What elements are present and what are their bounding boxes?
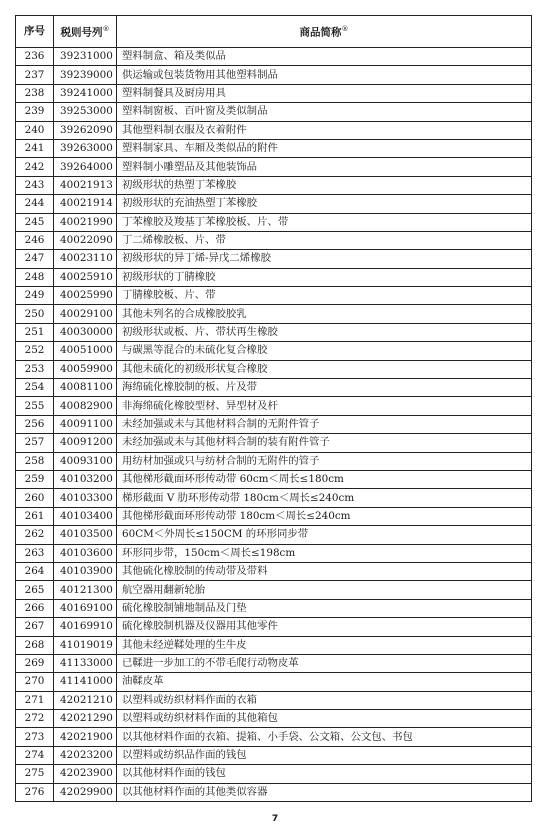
- cell-product-name: 以其他材料作面的衣箱、提箱、小手袋、公文箱、公文包、书包: [117, 728, 532, 746]
- cell-tariff-code: 40022090: [54, 231, 117, 249]
- table-row: [16, 103, 532, 121]
- cell-tariff-code: 42021900: [54, 728, 117, 746]
- header-serial-no: 序号: [16, 16, 54, 48]
- cell-serial-no: 271: [16, 691, 54, 709]
- cell-tariff-code: 40103600: [54, 544, 117, 562]
- cell-tariff-code: 39262090: [54, 121, 117, 139]
- header-product-name-footnote-mark: ®: [341, 25, 349, 34]
- cell-product-name: 未经加强或未与其他材料合制的无附件管子: [117, 415, 532, 433]
- table-row: [16, 342, 532, 360]
- cell-product-name: 以塑料或纺织品作面的钱包: [117, 746, 532, 764]
- table-row: [16, 268, 532, 286]
- table-row: [16, 195, 532, 213]
- cell-tariff-code: 42029900: [54, 783, 117, 801]
- cell-tariff-code: 39253000: [54, 103, 117, 121]
- table-row: [16, 48, 532, 66]
- table-row: [16, 121, 532, 139]
- cell-serial-no: 253: [16, 360, 54, 378]
- header-product-name: [117, 16, 532, 48]
- cell-serial-no: 269: [16, 654, 54, 672]
- cell-tariff-code: 40121300: [54, 581, 117, 599]
- header-tariff-code-label: 税则号列: [60, 26, 103, 39]
- header-tariff-code: [54, 16, 117, 48]
- cell-serial-no: 241: [16, 139, 54, 157]
- cell-product-name: 其他硫化橡胶制的传动带及带料: [117, 562, 532, 580]
- cell-tariff-code: 42021290: [54, 710, 117, 728]
- cell-tariff-code: 40023110: [54, 250, 117, 268]
- cell-tariff-code: 39239000: [54, 66, 117, 84]
- cell-serial-no: 236: [16, 48, 54, 66]
- table-row: [16, 287, 532, 305]
- table-row: [16, 599, 532, 617]
- table-row: [16, 765, 532, 783]
- table-row: [16, 231, 532, 249]
- header-tariff-code-footnote-mark: ®: [102, 25, 110, 34]
- cell-product-name: 60CM＜外周长≤150CM 的环形同步带: [117, 526, 532, 544]
- table-row: [16, 176, 532, 194]
- cell-serial-no: 254: [16, 379, 54, 397]
- table-row: [16, 562, 532, 580]
- table-row: [16, 783, 532, 801]
- cell-product-name: 硫化橡胶制机器及仪器用其他零件: [117, 618, 532, 636]
- cell-serial-no: 268: [16, 636, 54, 654]
- cell-serial-no: 274: [16, 746, 54, 764]
- cell-tariff-code: 40021990: [54, 213, 117, 231]
- table-row: [16, 728, 532, 746]
- cell-product-name: 初级形状的热塑丁苯橡胶: [117, 176, 532, 194]
- cell-serial-no: 248: [16, 268, 54, 286]
- cell-serial-no: 275: [16, 765, 54, 783]
- table-row: [16, 360, 532, 378]
- cell-product-name: 梯形截面 V 肋环形传动带 180cm＜周长≤240cm: [117, 489, 532, 507]
- cell-tariff-code: 41133000: [54, 654, 117, 672]
- header-product-name-label: 商品简称: [299, 26, 342, 39]
- cell-tariff-code: 41141000: [54, 673, 117, 691]
- table-row: [16, 489, 532, 507]
- table-row: [16, 213, 532, 231]
- cell-product-name: 非海绵硫化橡胶型材、异型材及杆: [117, 397, 532, 415]
- cell-tariff-code: 40021914: [54, 195, 117, 213]
- table-header: [16, 16, 532, 48]
- cell-product-name: 丁腈橡胶板、片、带: [117, 287, 532, 305]
- cell-tariff-code: 39264000: [54, 158, 117, 176]
- page-number: 7: [271, 814, 279, 824]
- cell-tariff-code: 40103300: [54, 489, 117, 507]
- cell-product-name: 环形同步带，150cm＜周长≤198cm: [117, 544, 532, 562]
- cell-product-name: 塑料制家具、车厢及类似品的附件: [117, 139, 532, 157]
- table-row: [16, 66, 532, 84]
- cell-tariff-code: 40025990: [54, 287, 117, 305]
- table-row: [16, 526, 532, 544]
- table-row: [16, 379, 532, 397]
- cell-serial-no: 257: [16, 434, 54, 452]
- cell-tariff-code: 41019019: [54, 636, 117, 654]
- cell-product-name: 其他梯形截面环形传动带 60cm＜周长≤180cm: [117, 470, 532, 488]
- cell-tariff-code: 40091200: [54, 434, 117, 452]
- table-row: [16, 507, 532, 525]
- cell-product-name: 其他未经逆鞣处理的生牛皮: [117, 636, 532, 654]
- cell-serial-no: 260: [16, 489, 54, 507]
- table-row: [16, 636, 532, 654]
- cell-product-name: 已鞣进一步加工的不带毛爬行动物皮革: [117, 654, 532, 672]
- cell-product-name: 航空器用翻新轮胎: [117, 581, 532, 599]
- tariff-table: [15, 15, 532, 802]
- table-row: [16, 618, 532, 636]
- cell-product-name: 塑料制盒、箱及类似品: [117, 48, 532, 66]
- cell-product-name: 其他塑料制衣服及衣着附件: [117, 121, 532, 139]
- cell-serial-no: 251: [16, 323, 54, 341]
- cell-product-name: 未经加强或未与其他材料合制的装有附件管子: [117, 434, 532, 452]
- cell-serial-no: 266: [16, 599, 54, 617]
- cell-serial-no: 240: [16, 121, 54, 139]
- cell-serial-no: 270: [16, 673, 54, 691]
- table-row: [16, 673, 532, 691]
- cell-serial-no: 243: [16, 176, 54, 194]
- cell-tariff-code: 40030000: [54, 323, 117, 341]
- cell-product-name: 以其他材料作面的钱包: [117, 765, 532, 783]
- cell-serial-no: 238: [16, 84, 54, 102]
- cell-product-name: 其他未列名的合成橡胶胶乳: [117, 305, 532, 323]
- cell-serial-no: 276: [16, 783, 54, 801]
- cell-serial-no: 262: [16, 526, 54, 544]
- table-row: [16, 434, 532, 452]
- cell-product-name: 塑料制小雕塑品及其他装饰品: [117, 158, 532, 176]
- cell-tariff-code: 40091100: [54, 415, 117, 433]
- table-row: [16, 691, 532, 709]
- cell-tariff-code: 40059900: [54, 360, 117, 378]
- cell-serial-no: 265: [16, 581, 54, 599]
- cell-serial-no: 267: [16, 618, 54, 636]
- cell-serial-no: 237: [16, 66, 54, 84]
- cell-tariff-code: 40051000: [54, 342, 117, 360]
- table-row: [16, 84, 532, 102]
- cell-product-name: 初级形状或板、片、带状再生橡胶: [117, 323, 532, 341]
- table-row: [16, 470, 532, 488]
- cell-serial-no: 258: [16, 452, 54, 470]
- cell-serial-no: 263: [16, 544, 54, 562]
- table-row: [16, 452, 532, 470]
- table-row: [16, 710, 532, 728]
- cell-tariff-code: 40103900: [54, 562, 117, 580]
- cell-serial-no: 259: [16, 470, 54, 488]
- table-body: [16, 48, 532, 802]
- cell-serial-no: 261: [16, 507, 54, 525]
- cell-tariff-code: 42021210: [54, 691, 117, 709]
- cell-serial-no: 250: [16, 305, 54, 323]
- cell-tariff-code: 40082900: [54, 397, 117, 415]
- table-row: [16, 250, 532, 268]
- cell-serial-no: 242: [16, 158, 54, 176]
- cell-product-name: 以塑料或纺织材料作面的其他箱包: [117, 710, 532, 728]
- table-row: [16, 581, 532, 599]
- cell-serial-no: 255: [16, 397, 54, 415]
- cell-product-name: 其他梯形截面环形传动带 180cm＜周长≤240cm: [117, 507, 532, 525]
- cell-product-name: 其他未硫化的初级形状复合橡胶: [117, 360, 532, 378]
- cell-product-name: 以塑料或纺织材料作面的衣箱: [117, 691, 532, 709]
- cell-tariff-code: 40021913: [54, 176, 117, 194]
- cell-tariff-code: 42023200: [54, 746, 117, 764]
- cell-tariff-code: 40025910: [54, 268, 117, 286]
- cell-serial-no: 245: [16, 213, 54, 231]
- cell-serial-no: 256: [16, 415, 54, 433]
- cell-product-name: 用纺材加强或只与纺材合制的无附件的管子: [117, 452, 532, 470]
- cell-product-name: 初级形状的丁腈橡胶: [117, 268, 532, 286]
- cell-tariff-code: 42023900: [54, 765, 117, 783]
- cell-product-name: 油鞣皮革: [117, 673, 532, 691]
- cell-product-name: 初级形状的充油热塑丁苯橡胶: [117, 195, 532, 213]
- cell-serial-no: 247: [16, 250, 54, 268]
- cell-serial-no: 252: [16, 342, 54, 360]
- cell-product-name: 硫化橡胶制铺地制品及门垫: [117, 599, 532, 617]
- cell-tariff-code: 40169910: [54, 618, 117, 636]
- table-row: [16, 746, 532, 764]
- cell-serial-no: 264: [16, 562, 54, 580]
- cell-serial-no: 239: [16, 103, 54, 121]
- cell-serial-no: 244: [16, 195, 54, 213]
- cell-tariff-code: 40029100: [54, 305, 117, 323]
- cell-product-name: 丁苯橡胶及羧基丁苯橡胶板、片、带: [117, 213, 532, 231]
- cell-serial-no: 273: [16, 728, 54, 746]
- table-row: [16, 305, 532, 323]
- table-row: [16, 158, 532, 176]
- cell-product-name: 与碳黑等混合的未硫化复合橡胶: [117, 342, 532, 360]
- cell-tariff-code: 40081100: [54, 379, 117, 397]
- table-row: [16, 415, 532, 433]
- cell-serial-no: 272: [16, 710, 54, 728]
- cell-tariff-code: 39241000: [54, 84, 117, 102]
- cell-product-name: 初级形状的异丁烯-异戊二烯橡胶: [117, 250, 532, 268]
- cell-serial-no: 249: [16, 287, 54, 305]
- cell-product-name: 海绵硫化橡胶制的板、片及带: [117, 379, 532, 397]
- cell-product-name: 塑料制窗板、百叶窗及类似制品: [117, 103, 532, 121]
- table-row: [16, 397, 532, 415]
- table-row: [16, 544, 532, 562]
- cell-tariff-code: 40103200: [54, 470, 117, 488]
- cell-serial-no: 246: [16, 231, 54, 249]
- header-row: [16, 16, 532, 48]
- cell-product-name: 供运输或包装货物用其他塑料制品: [117, 66, 532, 84]
- cell-tariff-code: 40169100: [54, 599, 117, 617]
- cell-tariff-code: 40103500: [54, 526, 117, 544]
- cell-tariff-code: 40093100: [54, 452, 117, 470]
- cell-tariff-code: 40103400: [54, 507, 117, 525]
- cell-tariff-code: 39231000: [54, 48, 117, 66]
- cell-product-name: 以其他材料作面的其他类似容器: [117, 783, 532, 801]
- cell-product-name: 塑料制餐具及厨房用具: [117, 84, 532, 102]
- cell-tariff-code: 39263000: [54, 139, 117, 157]
- table-row: [16, 654, 532, 672]
- table-row: [16, 139, 532, 157]
- table-row: [16, 323, 532, 341]
- cell-product-name: 丁二烯橡胶板、片、带: [117, 231, 532, 249]
